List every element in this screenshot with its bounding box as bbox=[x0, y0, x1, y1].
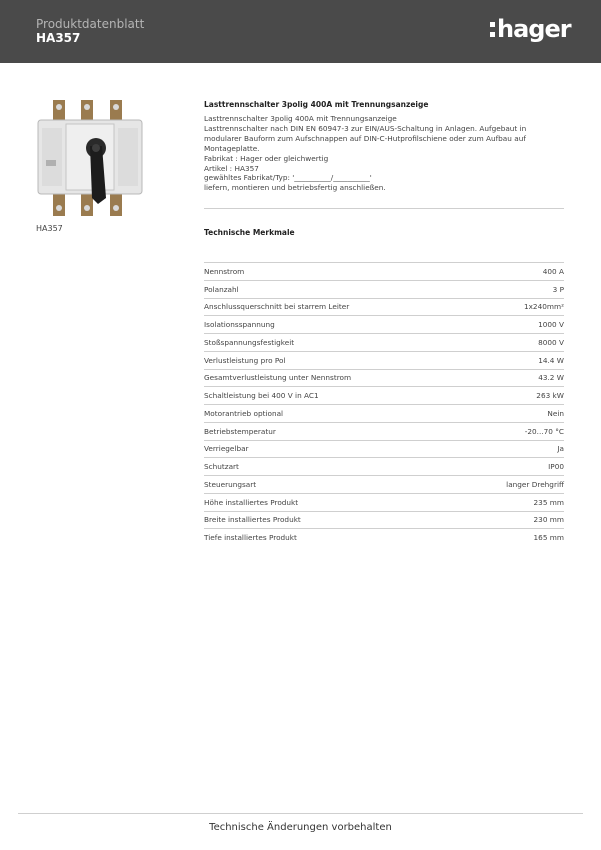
page-header bbox=[0, 0, 601, 63]
spec-value: 1x240mm² bbox=[523, 302, 564, 312]
spec-label: Steuerungsart bbox=[204, 479, 257, 489]
spec-row bbox=[204, 263, 564, 281]
specs-heading: Technische Merkmale bbox=[204, 228, 295, 237]
spec-value: Ja bbox=[557, 444, 564, 454]
spec-row bbox=[204, 476, 564, 494]
spec-value: IP00 bbox=[548, 462, 564, 472]
spec-label: Anschlussquerschnitt bei starrem Leiter bbox=[204, 302, 350, 312]
spec-label: Schaltleistung bei 400 V in AC1 bbox=[204, 391, 319, 401]
spec-value: 14.4 W bbox=[538, 355, 564, 365]
spec-row bbox=[204, 316, 564, 334]
spec-value: 8000 V bbox=[538, 337, 564, 347]
spec-label: Verlustleistung pro Pol bbox=[204, 355, 286, 365]
spec-label: Isolationsspannung bbox=[204, 320, 275, 330]
spec-value: 230 mm bbox=[533, 515, 564, 525]
description-line: Lasttrennschalter nach DIN EN 60947-3 zur EIN/AUS-Schaltung in Anlagen. Aufgebaut in bbox=[204, 123, 527, 133]
spec-value: 400 A bbox=[542, 266, 564, 276]
spec-label: Betriebstemperatur bbox=[204, 426, 276, 436]
spec-label: Verriegelbar bbox=[204, 444, 249, 454]
spec-value: 263 kW bbox=[536, 391, 564, 401]
description-line: Lasttrennschalter 3polig 400A mit Trennungsanzeige bbox=[204, 114, 397, 123]
document-type: Produktdatenblatt bbox=[36, 17, 145, 31]
footer-note: Technische Änderungen vorbehalten bbox=[209, 822, 392, 833]
spec-row bbox=[204, 370, 564, 388]
spec-row bbox=[204, 512, 564, 530]
spec-value: 3 P bbox=[552, 284, 564, 294]
spec-label: Nennstrom bbox=[204, 266, 245, 276]
spec-row bbox=[204, 405, 564, 423]
spec-row bbox=[204, 423, 564, 441]
description-line: gewähltes Fabrikat/Typ: '__________/__________' bbox=[204, 173, 372, 183]
product-description bbox=[204, 114, 544, 193]
spec-row bbox=[204, 529, 564, 546]
spec-row bbox=[204, 441, 564, 459]
spec-row bbox=[204, 387, 564, 405]
description-line: modularer Bauform zum Aufschnappen auf DIN-C-Hutprofilschiene oder zum Aufbau auf bbox=[204, 133, 526, 143]
product-image-caption: HA357 bbox=[36, 224, 63, 233]
spec-row bbox=[204, 281, 564, 299]
divider bbox=[204, 208, 564, 209]
spec-value: Nein bbox=[547, 408, 564, 418]
spec-row bbox=[204, 494, 564, 512]
footer-divider bbox=[18, 813, 583, 814]
spec-value: 43.2 W bbox=[538, 373, 564, 383]
description-line: liefern, montieren und betriebsfertig anschließen. bbox=[204, 183, 386, 193]
spec-row bbox=[204, 334, 564, 352]
description-line: Fabrikat : Hager oder gleichwertig bbox=[204, 153, 329, 163]
product-title: Lasttrennschalter 3polig 400A mit Trennungsanzeige bbox=[204, 100, 429, 109]
spec-label: Höhe installiertes Produkt bbox=[204, 497, 299, 507]
spec-value: 165 mm bbox=[533, 533, 564, 543]
spec-label: Polanzahl bbox=[204, 284, 239, 294]
spec-label: Breite installiertes Produkt bbox=[204, 515, 301, 525]
spec-label: Tiefe installiertes Produkt bbox=[204, 533, 297, 543]
description-line: Artikel : HA357 bbox=[204, 163, 259, 173]
spec-value: langer Drehgriff bbox=[506, 479, 564, 489]
specs-table bbox=[204, 262, 564, 546]
logo-text: hager bbox=[497, 15, 571, 43]
spec-label: Stoßspannungsfestigkeit bbox=[204, 337, 295, 347]
spec-label: Gesamtverlustleistung unter Nennstrom bbox=[204, 373, 352, 383]
spec-value: 235 mm bbox=[533, 497, 564, 507]
hager-logo bbox=[490, 14, 571, 44]
product-image bbox=[36, 98, 144, 218]
spec-row bbox=[204, 299, 564, 317]
spec-row bbox=[204, 458, 564, 476]
logo-colon-icon bbox=[490, 22, 495, 37]
spec-label: Motorantrieb optional bbox=[204, 408, 284, 418]
spec-value: -20...70 °C bbox=[524, 426, 564, 436]
document-code: HA357 bbox=[36, 31, 81, 45]
spec-label: Schutzart bbox=[204, 462, 239, 472]
spec-value: 1000 V bbox=[538, 320, 564, 330]
spec-row bbox=[204, 352, 564, 370]
description-line: Montageplatte. bbox=[204, 143, 260, 153]
